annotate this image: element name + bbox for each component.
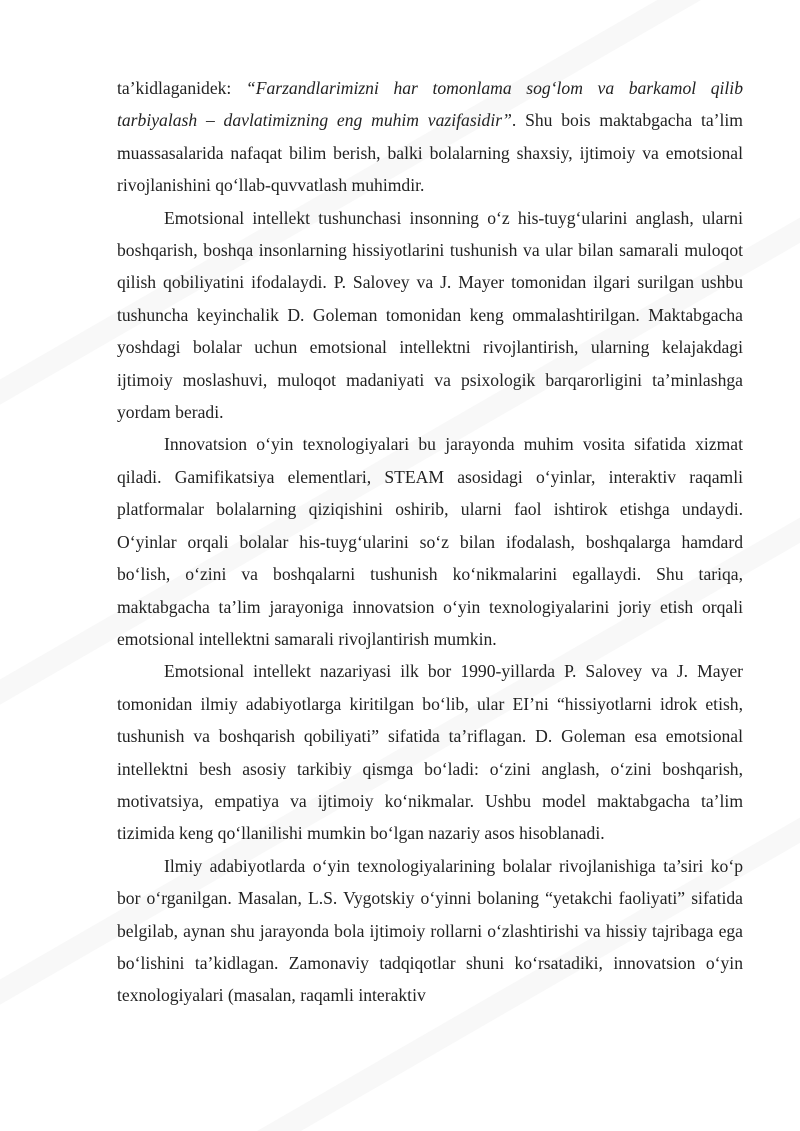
paragraph-1-quote: “Farzandlarimizni har tomonlama sog‘lom va barkamol qilib tarbiyalash – davlatimizning eng muhim vazifasidir”: [117, 78, 743, 131]
paragraph-4: Emotsional intellekt nazariyasi ilk bor 1990-yillarda P. Salovey va J. Mayer tomonidan ilmiy adabiyotlarga kiritilgan bo‘lib, ular EI’ni “hissiyotlarni idrok etish, tushunish va boshqarish qobiliyati” sifatida ta’riflagan. D. Goleman esa emotsional intellektni besh asosiy tarkibiy qismga bo‘ladi: o‘zini anglash, o‘zini boshqarish, motivatsiya, empatiya va ijtimoiy ko‘nikmalar. Ushbu model maktabgacha ta’lim tizimida keng qo‘llanilishi mumkin bo‘lgan nazariy asos hisoblanadi.: [117, 661, 743, 844]
paragraph-1-rest: . Shu bois maktabgacha ta’lim muassasalarida nafaqat bilim berish, balki bolalarning shaxsiy, ijtimoiy va emotsional rivojlanishini qo‘llab-quvvatlash muhimdir.: [117, 110, 743, 196]
paragraph-3: Innovatsion o‘yin texnologiyalari bu jarayonda muhim vosita sifatida xizmat qiladi. Gamifikatsiya elementlari, STEAM asosidagi o‘yinlar, interaktiv raqamli platformalar bolalarning qiziqishini oshirib, ularni faol ishtirok etishga undaydi. O‘yinlar orqali bolalar his-tuyg‘ularini so‘z bilan ifodalash, boshqalarga hamdard bo‘lish, o‘zini va boshqalarni tushunish ko‘nikmalarini egallaydi. Shu tariqa, maktabgacha ta’lim jarayoniga innovatsion o‘yin texnologiyalarini joriy etish orqali emotsional intellektni samarali rivojlantirish mumkin.: [117, 434, 743, 649]
paragraph-1-lead: ta’kidlaganidek:: [117, 78, 246, 98]
document-body: [117, 72, 743, 1012]
paragraph-2: Emotsional intellekt tushunchasi insonning o‘z his-tuyg‘ularini anglash, ularni boshqarish, boshqa insonlarning hissiyotlarini tushunish va ular bilan samarali muloqot qilish qobiliyatini ifodalaydi. P. Salovey va J. Mayer tomonidan ilgari surilgan ushbu tushuncha keyinchalik D. Goleman tomonidan keng ommalashtirilgan. Maktabgacha yoshdagi bolalar uchun emotsional intellektni rivojlantirish, ularning kelajakdagi ijtimoiy moslashuvi, muloqot madaniyati va psixologik barqarorligini ta’minlashga yordam beradi.: [117, 207, 743, 423]
paragraph-1: [117, 72, 743, 202]
paragraph-5: Ilmiy adabiyotlarda o‘yin texnologiyalarining bolalar rivojlanishiga ta’siri ko‘p bor o‘rganilgan. Masalan, L.S. Vygotskiy o‘yinni bolaning “yetakchi faoliyati” sifatida belgilab, aynan shu jarayonda bola ijtimoiy rollarni o‘zlashtirishi va hissiy tajribaga ega bo‘lishini ta’kidlagan. Zamonaviy tadqiqotlar shuni ko‘rsatadiki, innovatsion o‘yin texnologiyalari (masalan, raqamli interaktiv: [117, 855, 743, 1006]
